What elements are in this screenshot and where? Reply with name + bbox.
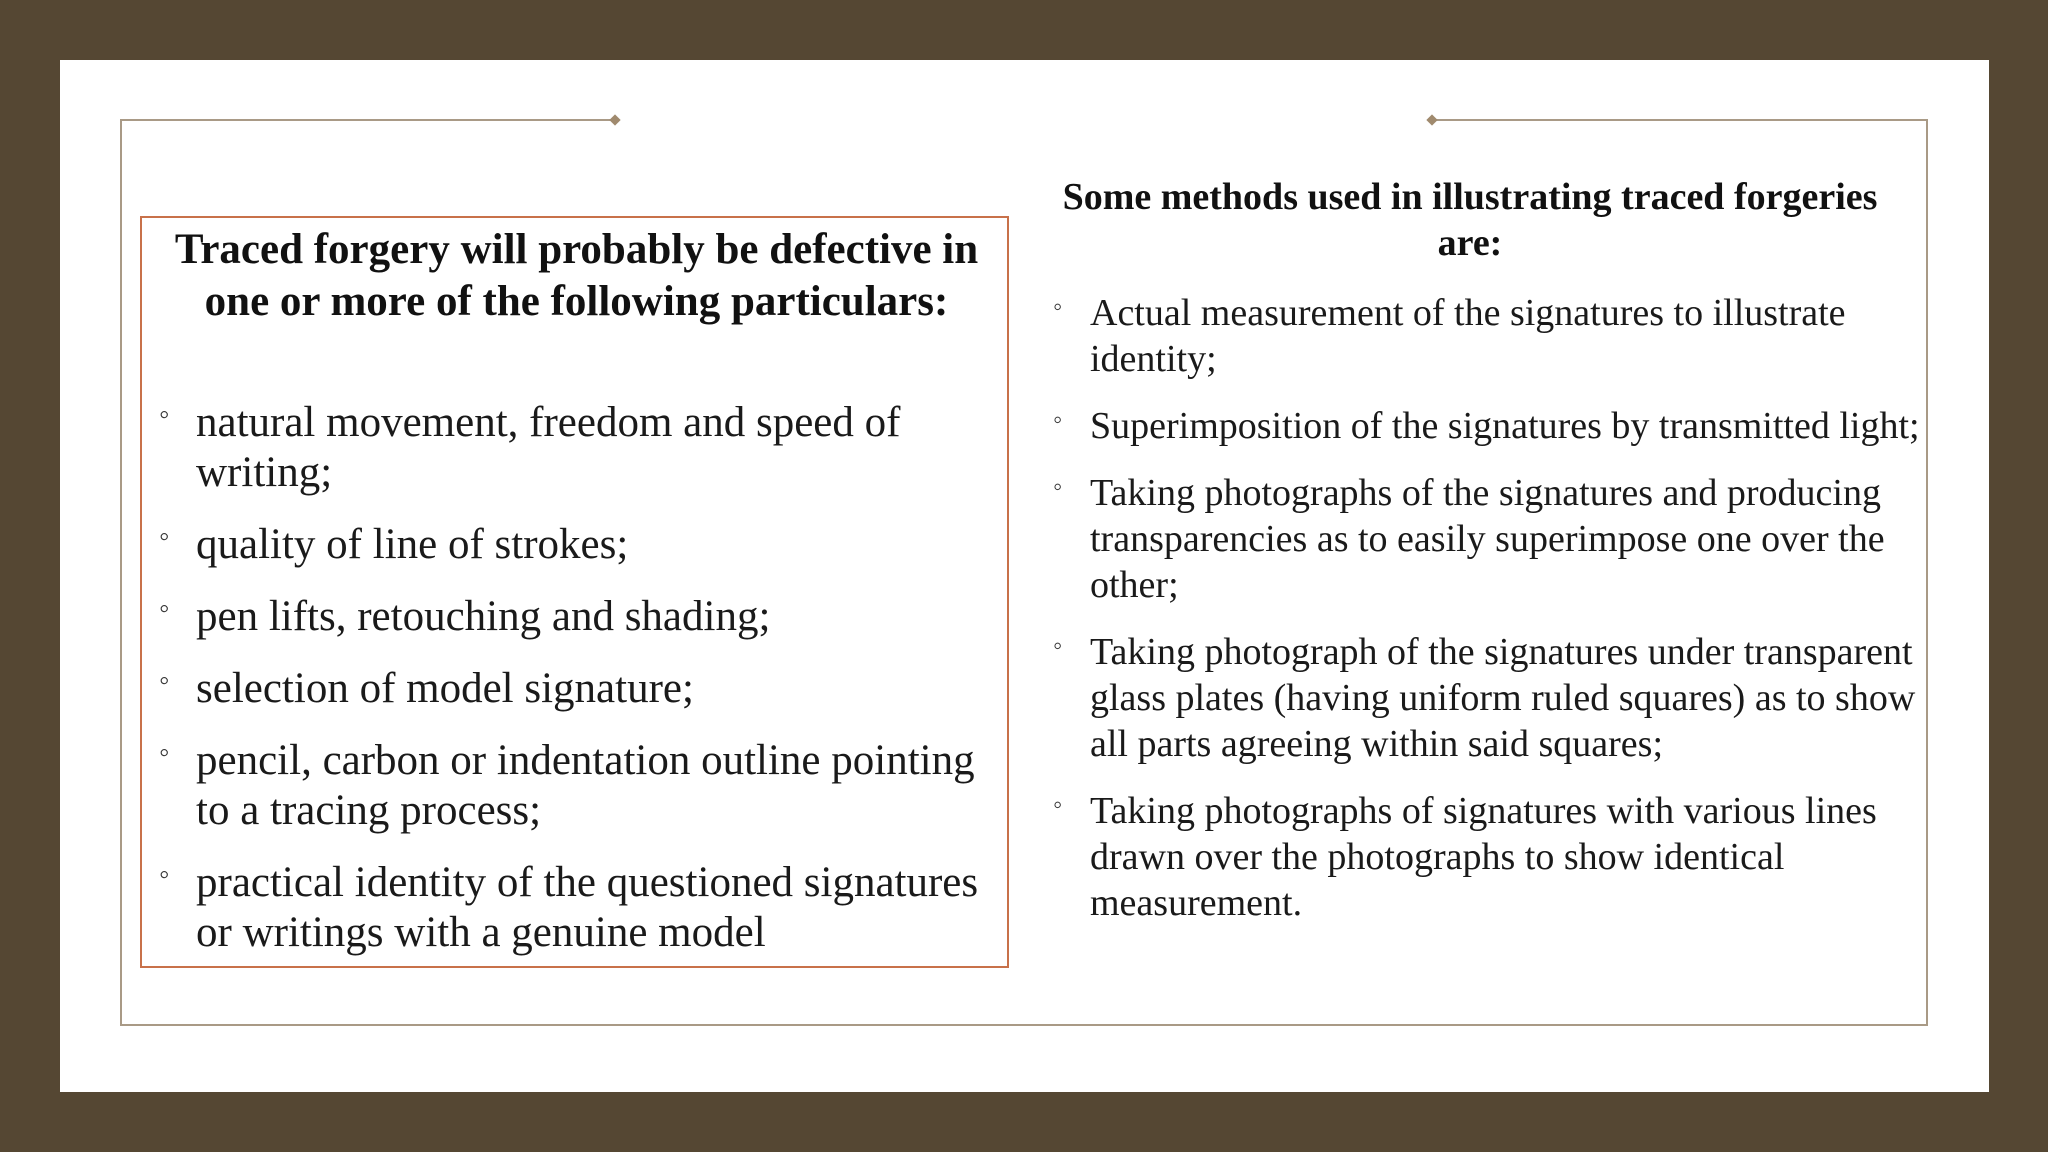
list-item-text: Taking photograph of the signatures under transparent glass plates (having uniform ruled squares) as to show all parts agreeing within said squares;: [1090, 631, 1916, 765]
bullet-circle-icon: ◦: [1053, 472, 1063, 501]
list-item-text: selection of model signature;: [196, 665, 694, 712]
bullet-circle-icon: ◦: [1053, 405, 1063, 434]
list-item-text: pen lifts, retouching and shading;: [196, 593, 771, 640]
list-item-text: pencil, carbon or indentation outline pointing to a tracing process;: [196, 737, 975, 834]
list-item: [1050, 629, 1920, 767]
left-content-box: [140, 216, 1009, 968]
list-item: [156, 520, 1006, 570]
list-item: [156, 592, 1006, 642]
list-item-text: Taking photographs of signatures with various lines drawn over the photographs to show identical measurement.: [1090, 790, 1877, 924]
bullet-circle-icon: ◦: [159, 664, 170, 697]
frame-line-right: [1926, 119, 1928, 1025]
bullet-circle-icon: ◦: [1053, 790, 1063, 819]
list-item: [156, 858, 1006, 958]
list-item-text: Superimposition of the signatures by transmitted light;: [1090, 405, 1920, 447]
list-item: [1050, 403, 1920, 449]
list-item: [156, 398, 1006, 498]
list-item: [1050, 470, 1920, 608]
list-item-text: Actual measurement of the signatures to illustrate identity;: [1090, 292, 1846, 380]
list-item: [156, 736, 1006, 836]
bullet-circle-icon: ◦: [159, 858, 170, 891]
list-item: [156, 664, 1006, 714]
left-bullet-list: [156, 398, 1006, 980]
list-item-text: Taking photographs of the signatures and producing transparencies as to easily superimpose one over the other;: [1090, 472, 1885, 606]
list-item: [1050, 788, 1920, 926]
list-item-text: quality of line of strokes;: [196, 521, 629, 568]
bullet-circle-icon: ◦: [159, 736, 170, 769]
bullet-circle-icon: ◦: [159, 398, 170, 431]
frame-line-top-right: [1433, 119, 1927, 121]
right-heading: Some methods used in illustrating traced forgeries are:: [1062, 176, 1878, 264]
frame-line-top-left: [120, 119, 615, 121]
frame-line-bottom: [120, 1024, 1928, 1026]
right-bullet-list: [1050, 290, 1920, 947]
frame-line-left: [120, 119, 122, 1025]
bullet-circle-icon: ◦: [159, 520, 170, 553]
left-heading: Traced forgery will probably be defective in one or more of the following particulars:: [174, 226, 979, 325]
bullet-circle-icon: ◦: [1053, 292, 1063, 321]
list-item-text: natural movement, freedom and speed of writing;: [196, 399, 901, 496]
list-item: [1050, 290, 1920, 382]
bullet-circle-icon: ◦: [159, 592, 170, 625]
list-item-text: practical identity of the questioned signatures or writings with a genuine model: [196, 859, 979, 956]
bullet-circle-icon: ◦: [1053, 631, 1063, 660]
